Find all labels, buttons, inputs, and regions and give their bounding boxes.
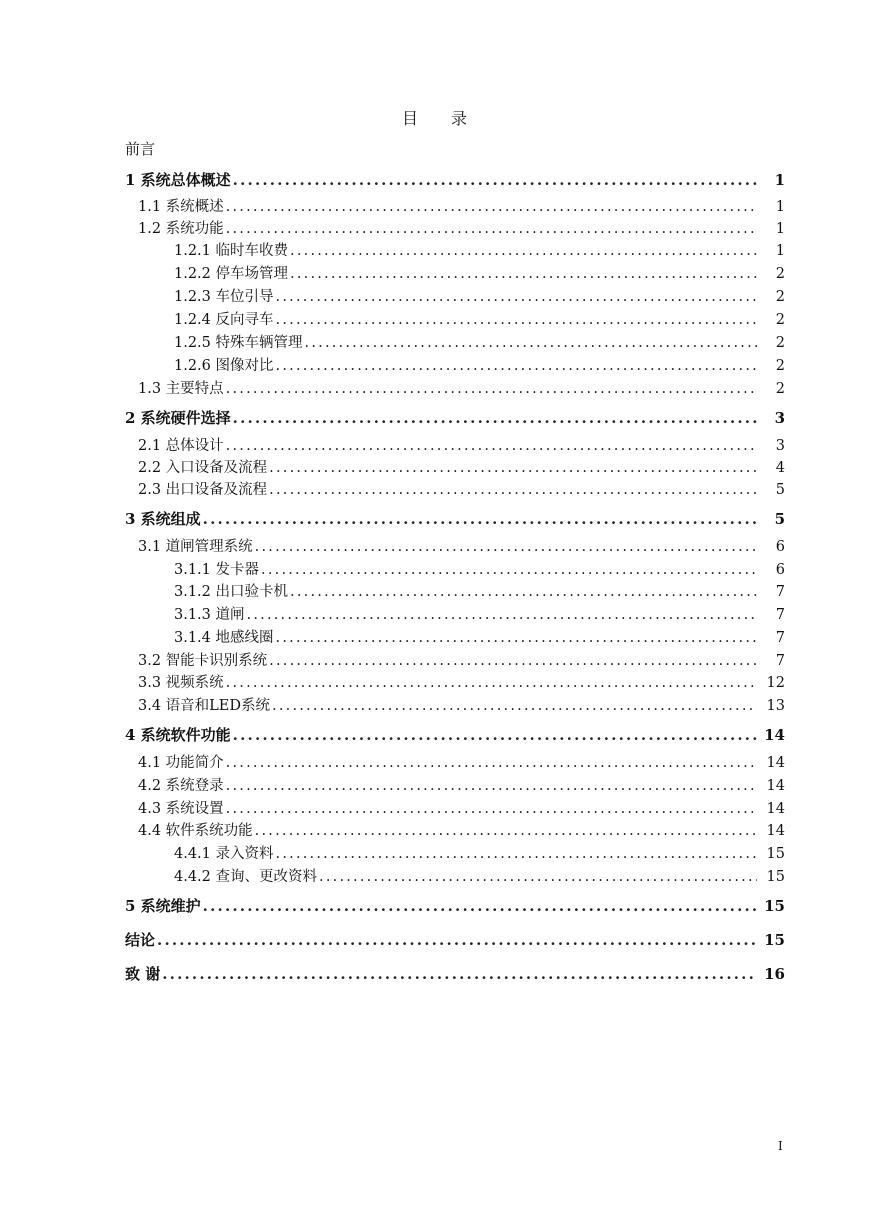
toc-leader-dots (269, 458, 757, 478)
toc-entry[interactable] (125, 582, 785, 602)
toc-leader-dots (290, 264, 757, 284)
toc-entry-page: 5 (775, 482, 785, 498)
toc-entry-page: 7 (775, 584, 785, 600)
toc-entry-page: 2 (775, 381, 785, 397)
toc-entry[interactable] (125, 170, 785, 190)
toc-entry-page: 3 (775, 438, 785, 454)
toc-entry-label: 1.2.6 图像对比 (174, 358, 274, 374)
toc-entry[interactable] (125, 799, 785, 819)
toc-entry-page: 14 (766, 823, 785, 839)
toc-entry-page: 1 (774, 171, 785, 189)
preface-heading: 前言 (125, 140, 156, 158)
toc-entry-page: 2 (775, 289, 785, 305)
toc-entry[interactable] (125, 379, 785, 399)
toc-entry-page: 5 (774, 510, 785, 528)
toc-leader-dots (261, 560, 757, 580)
toc-entry-label: 5 系统维护 (125, 897, 201, 915)
toc-leader-dots (276, 287, 757, 307)
toc-entry-page: 2 (775, 335, 785, 351)
toc-leader-dots (157, 930, 757, 950)
toc-leader-dots (226, 753, 757, 773)
toc-entry-page: 16 (764, 965, 785, 983)
toc-leader-dots (233, 725, 757, 745)
toc-leader-dots (276, 628, 757, 648)
toc-entry-label: 3.1.4 地感线圈 (174, 630, 274, 646)
toc-entry-label: 3.2 智能卡识别系统 (138, 653, 268, 669)
toc-leader-dots (203, 896, 757, 916)
toc-entry-page: 15 (764, 897, 785, 915)
toc-entry-label: 1.1 系统概述 (138, 199, 224, 215)
toc-entry[interactable] (125, 867, 785, 887)
toc-entry-label: 3.1.2 出口验卡机 (174, 584, 289, 600)
toc-leader-dots (255, 821, 757, 841)
toc-entry[interactable] (125, 480, 785, 500)
toc-entry-page: 7 (775, 653, 785, 669)
toc-entry-page: 14 (766, 755, 785, 771)
toc-entry[interactable] (125, 509, 785, 529)
toc-leader-dots (226, 197, 757, 217)
toc-leader-dots (247, 605, 757, 625)
toc-entry[interactable] (125, 356, 785, 376)
toc-entry-label: 3.1.3 道闸 (174, 607, 245, 623)
toc-entry-label: 4.4.2 查询、更改资料 (174, 869, 318, 885)
toc-entry-label: 4.3 系统设置 (138, 801, 224, 817)
toc-entry-label: 4.4.1 录入资料 (174, 846, 274, 862)
toc-entry-label: 2 系统硬件选择 (125, 409, 231, 427)
toc-entry-page: 14 (766, 778, 785, 794)
toc-leader-dots (319, 867, 757, 887)
toc-leader-dots (276, 356, 757, 376)
toc-leader-dots (269, 651, 757, 671)
toc-entry[interactable] (125, 753, 785, 773)
toc-leader-dots (226, 673, 757, 693)
toc-entry[interactable] (125, 197, 785, 217)
toc-entry-page: 2 (775, 358, 785, 374)
toc-entry-page: 6 (775, 539, 785, 555)
toc-entry-label: 1.2.3 车位引导 (174, 289, 274, 305)
toc-entry-page: 6 (775, 562, 785, 578)
toc-entry-label: 3.3 视频系统 (138, 675, 224, 691)
page-title: 目 录 (401, 109, 482, 128)
toc-leader-dots (272, 696, 757, 716)
toc-leader-dots (276, 844, 757, 864)
toc-leader-dots (255, 537, 757, 557)
toc-entry[interactable] (125, 241, 785, 261)
toc-leader-dots (226, 799, 757, 819)
toc-entry-label: 1.2.2 停车场管理 (174, 266, 289, 282)
toc-leader-dots (226, 379, 757, 399)
toc-entry[interactable] (125, 408, 785, 428)
toc-entry[interactable] (125, 333, 785, 353)
toc-leader-dots (226, 776, 757, 796)
toc-entry-label: 3.4 语音和LED系统 (138, 698, 271, 714)
toc-leader-dots (269, 480, 757, 500)
toc-entry-page: 2 (775, 312, 785, 328)
toc-entry-label: 1 系统总体概述 (125, 171, 231, 189)
toc-leader-dots (290, 241, 757, 261)
toc-entry-page: 4 (775, 460, 785, 476)
toc-entry-label: 4.1 功能简介 (138, 755, 224, 771)
toc-entry-label: 致 谢 (125, 965, 161, 983)
toc-entry[interactable] (125, 605, 785, 625)
toc-entry-label: 4.4 软件系统功能 (138, 823, 253, 839)
toc-entry-page: 2 (775, 266, 785, 282)
toc-entry-page: 15 (764, 931, 785, 949)
toc-entry-page: 15 (766, 869, 785, 885)
toc-entry[interactable] (125, 821, 785, 841)
toc-leader-dots (226, 219, 757, 239)
toc-leader-dots (305, 333, 757, 353)
toc-entry-page: 7 (775, 630, 785, 646)
toc-entry-page: 1 (775, 243, 785, 259)
toc-entry[interactable] (125, 725, 785, 745)
toc-entry-label: 3.1 道闸管理系统 (138, 539, 253, 555)
toc-entry-label: 2.2 入口设备及流程 (138, 460, 268, 476)
toc-entry-label: 2.1 总体设计 (138, 438, 224, 454)
toc-entry[interactable] (125, 651, 785, 671)
toc-entry-label: 1.2.5 特殊车辆管理 (174, 335, 303, 351)
toc-entry[interactable] (125, 458, 785, 478)
toc-leader-dots (276, 310, 757, 330)
toc-entry-label: 3 系统组成 (125, 510, 201, 528)
toc-entry-page: 1 (775, 221, 785, 237)
toc-entry[interactable] (125, 436, 785, 456)
toc-entry[interactable] (125, 930, 785, 950)
toc-entry-label: 4 系统软件功能 (125, 726, 231, 744)
toc-entry-page: 1 (775, 199, 785, 215)
toc-entry[interactable] (125, 264, 785, 284)
toc-entry-label: 4.2 系统登录 (138, 778, 224, 794)
toc-entry-label: 1.2.4 反向寻车 (174, 312, 274, 328)
toc-leader-dots (226, 436, 757, 456)
toc-entry[interactable] (125, 673, 785, 693)
toc-entry[interactable] (125, 219, 785, 239)
toc-entry-page: 7 (775, 607, 785, 623)
toc-entry[interactable] (125, 776, 785, 796)
toc-entry[interactable] (125, 964, 785, 984)
toc-leader-dots (290, 582, 757, 602)
toc-entry[interactable] (125, 844, 785, 864)
toc-entry-label: 1.3 主要特点 (138, 381, 224, 397)
toc-leader-dots (162, 964, 757, 984)
toc-entry[interactable] (125, 560, 785, 580)
toc-entry[interactable] (125, 896, 785, 916)
toc-entry-page: 14 (766, 801, 785, 817)
toc-leader-dots (233, 408, 757, 428)
toc-entry-page: 14 (764, 726, 785, 744)
toc-entry-label: 3.1.1 发卡器 (174, 562, 260, 578)
toc-entry-label: 2.3 出口设备及流程 (138, 482, 268, 498)
toc-entry-label: 结论 (125, 931, 156, 949)
toc-entry-label: 1.2.1 临时车收费 (174, 243, 289, 259)
page-number: I (778, 1139, 783, 1153)
toc-entry[interactable] (125, 628, 785, 648)
toc-entry-page: 12 (766, 675, 785, 691)
toc-entry-page: 3 (774, 409, 785, 427)
toc-entry-page: 15 (766, 846, 785, 862)
toc-entry[interactable] (125, 537, 785, 557)
toc-leader-dots (233, 170, 757, 190)
toc-entry[interactable] (125, 696, 785, 716)
toc-entry-page: 13 (766, 698, 785, 714)
toc-entry[interactable] (125, 310, 785, 330)
toc-leader-dots (203, 509, 757, 529)
toc-entry[interactable] (125, 287, 785, 307)
toc-entry-label: 1.2 系统功能 (138, 221, 224, 237)
